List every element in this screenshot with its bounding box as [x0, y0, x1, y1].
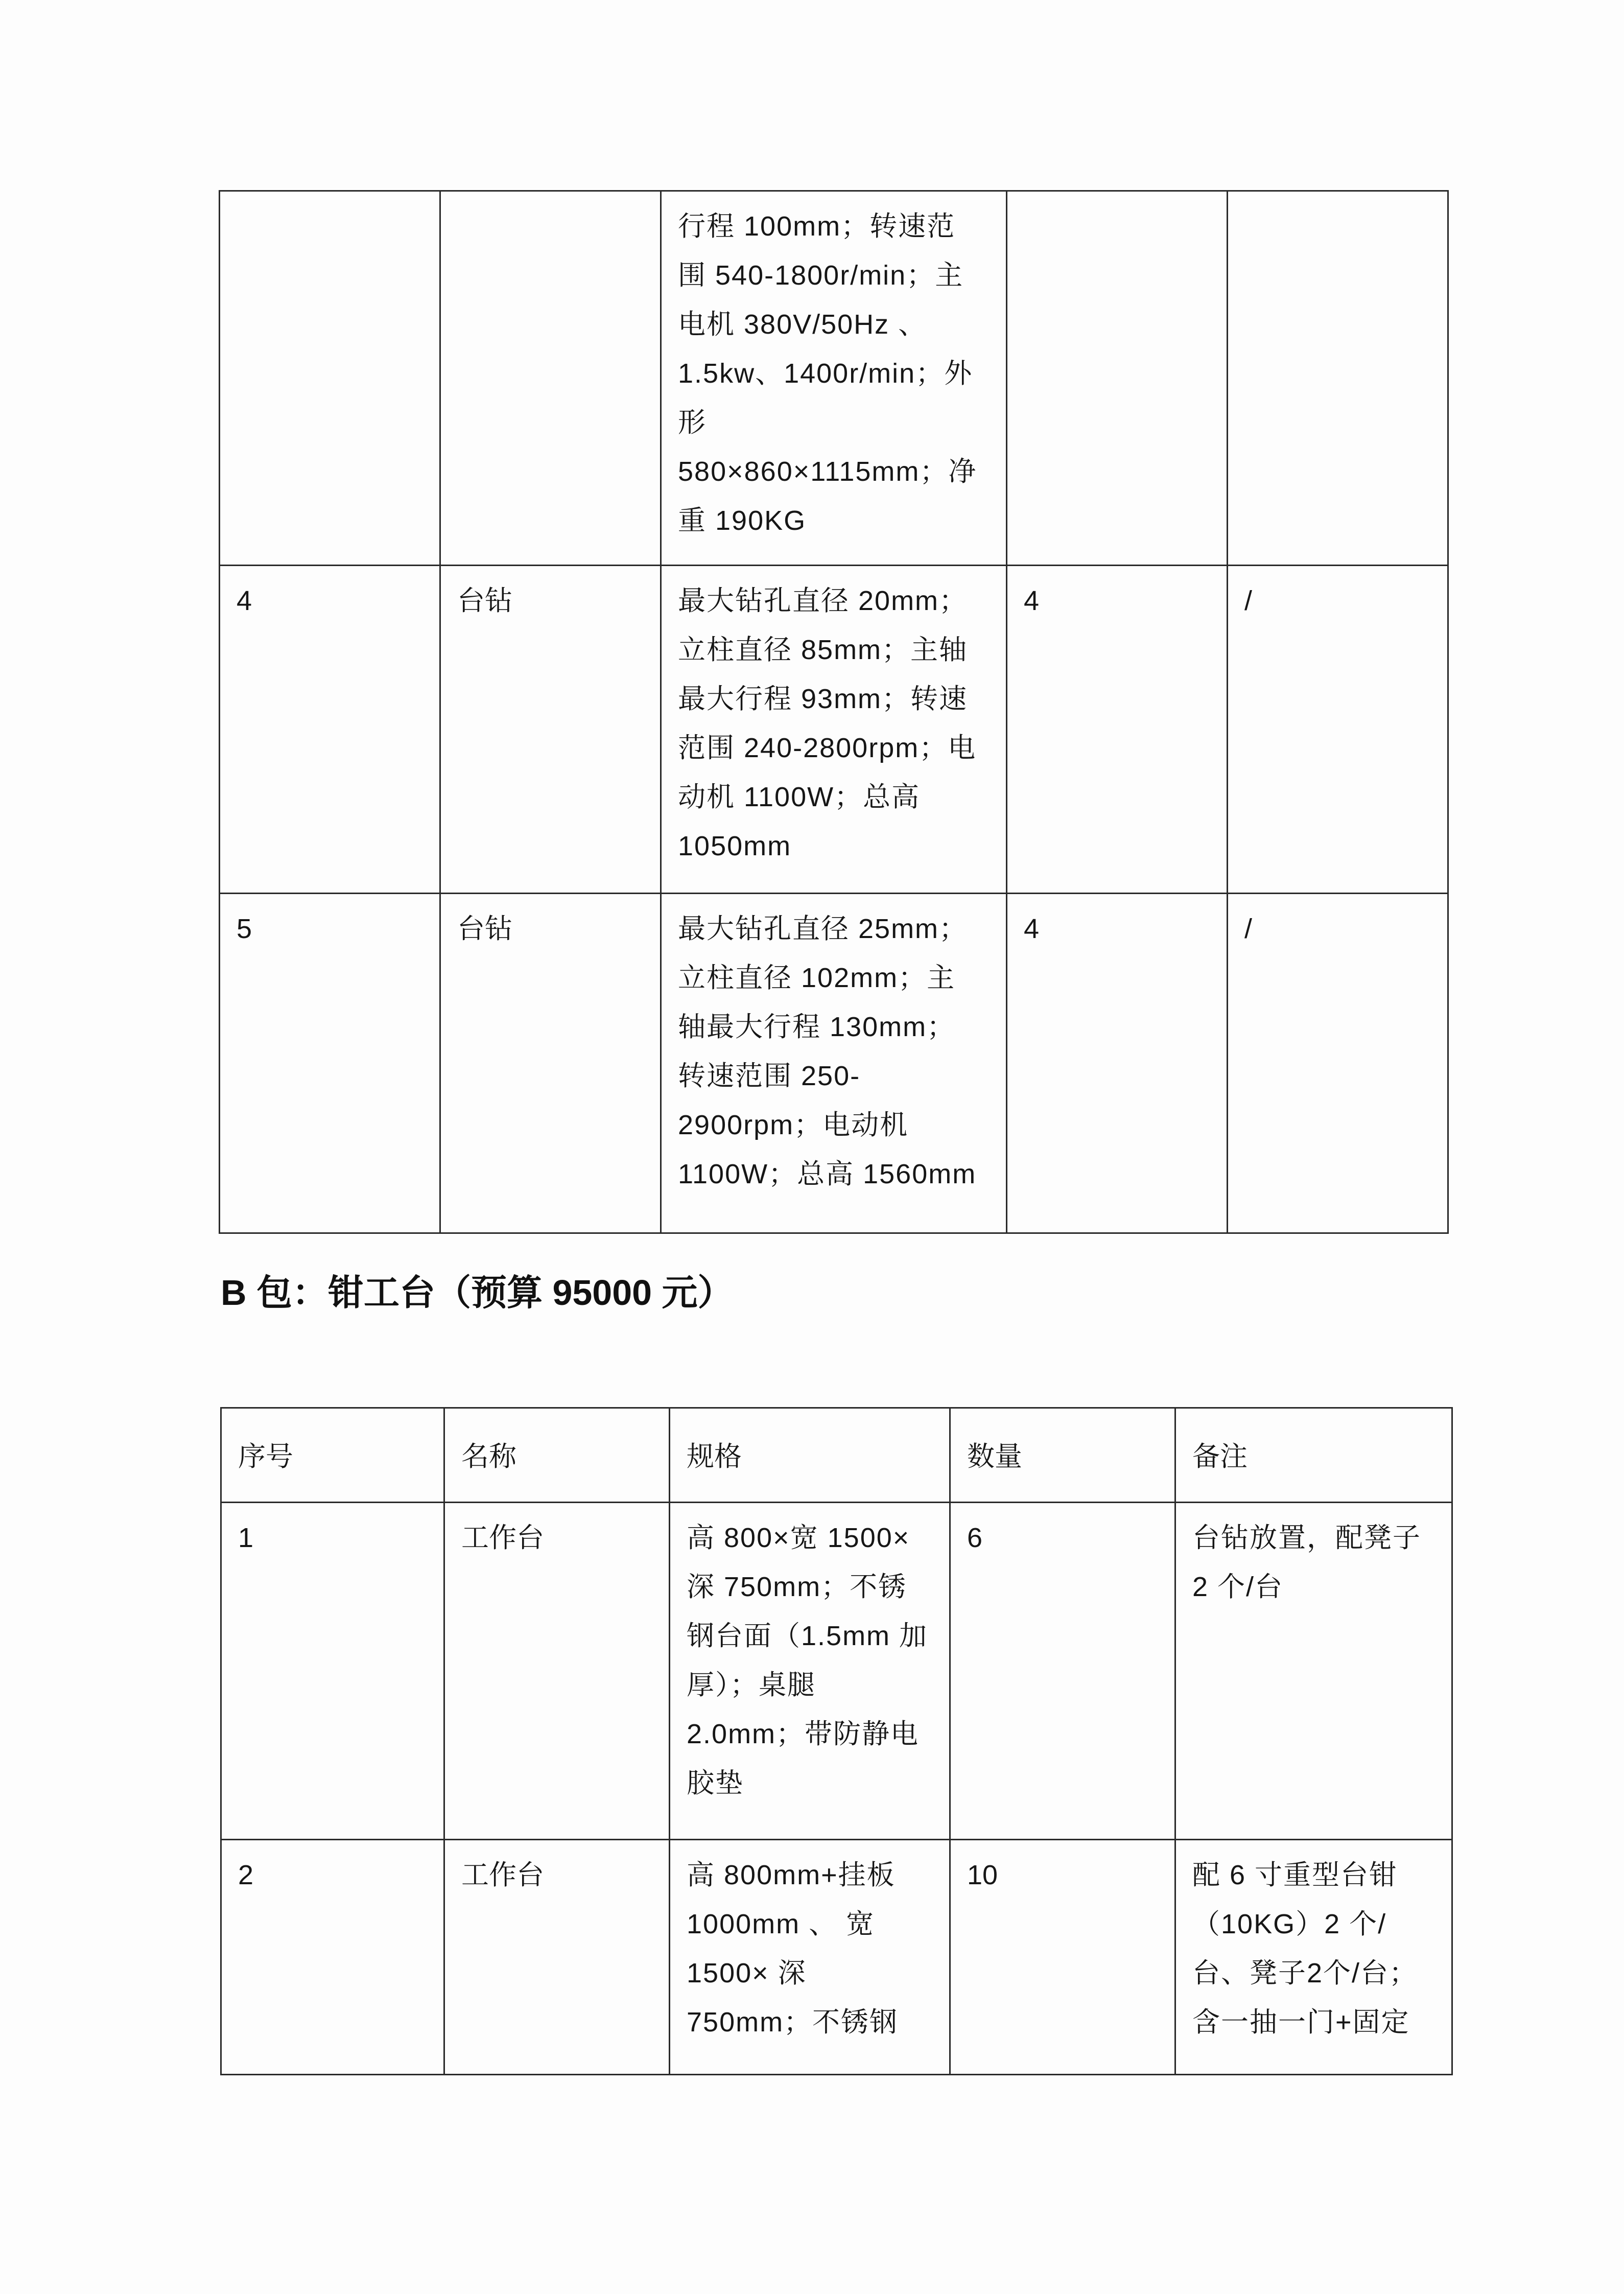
cell-no: [220, 191, 440, 566]
spec-line: 行程 100mm；转速范: [678, 211, 956, 242]
spec-line: 立柱直径 85mm；主轴: [678, 635, 968, 665]
spec-line: 厚）；桌腿: [687, 1670, 816, 1700]
spec-line: 钢台面（1.5mm 加: [687, 1621, 928, 1651]
note-line: 2 个/台: [1192, 1572, 1284, 1602]
spec-line: 580×860×1115mm；净: [678, 456, 977, 487]
cell-qty: 10: [950, 1840, 1175, 2075]
spec-line: 深 750mm；不锈: [687, 1572, 907, 1602]
header-spec: 规格: [670, 1408, 950, 1503]
cell-note: [1175, 1503, 1452, 1840]
cell-no: 2: [221, 1840, 444, 2075]
cell-note: [1175, 1840, 1452, 2075]
header-no: 序号: [221, 1408, 444, 1503]
cell-spec: [661, 894, 1007, 1233]
spec-line: 1500× 深: [687, 1958, 807, 1988]
table-row: [220, 191, 1448, 566]
cell-name: 工作台: [444, 1840, 670, 2075]
note-line: （10KG）2 个/: [1192, 1909, 1387, 1939]
cell-spec: [670, 1503, 950, 1840]
cell-no: 4: [220, 566, 440, 894]
cell-name: 台钻: [440, 894, 661, 1233]
equipment-table-b: [220, 1407, 1453, 2075]
cell-qty: 4: [1007, 566, 1228, 894]
table-row: [221, 1503, 1452, 1840]
spec-line: 1050mm: [678, 831, 792, 861]
section-b-heading: B 包：钳工台（预算 95000 元）: [221, 1273, 734, 1313]
note-line: 台钻放置，配凳子: [1192, 1523, 1421, 1553]
spec-line: 轴最大行程 130mm；: [678, 1012, 956, 1042]
header-qty: 数量: [950, 1408, 1175, 1503]
note-line: 配 6 寸重型台钳: [1192, 1860, 1398, 1890]
spec-line: 高 800×宽 1500×: [687, 1523, 910, 1553]
table-row: [220, 566, 1448, 894]
cell-no: 5: [220, 894, 440, 1233]
spec-line: 1.5kw、1400r/min；外: [678, 358, 973, 389]
cell-qty: [1007, 191, 1228, 566]
spec-line: 转速范围 250-: [678, 1061, 861, 1091]
note-line: 台、凳子2个/台；: [1192, 1958, 1418, 1988]
table-row: [220, 894, 1448, 1233]
cell-spec: [661, 191, 1007, 566]
cell-note: /: [1228, 894, 1448, 1233]
cell-spec: [661, 566, 1007, 894]
cell-name: 工作台: [444, 1503, 670, 1840]
spec-line: 最大钻孔直径 25mm；: [678, 914, 968, 944]
cell-note: [1228, 191, 1448, 566]
note-line: 含一抽一门+固定: [1192, 2007, 1410, 2038]
equipment-table-a: [219, 190, 1449, 1234]
spec-line: 2900rpm；电动机: [678, 1110, 909, 1140]
spec-line: 750mm；不锈钢: [687, 2007, 899, 2038]
spec-line: 立柱直径 102mm；主: [678, 963, 956, 993]
header-name: 名称: [444, 1408, 670, 1503]
spec-line: 电机 380V/50Hz 、: [678, 309, 927, 340]
spec-line: 重 190KG: [678, 505, 807, 536]
table-row: [221, 1840, 1452, 2075]
spec-line: 最大行程 93mm；转速: [678, 684, 968, 714]
table-header-row: [221, 1408, 1452, 1503]
spec-line: 围 540-1800r/min；主: [678, 260, 964, 291]
spec-line: 1100W；总高 1560mm: [678, 1159, 977, 1189]
cell-no: 1: [221, 1503, 444, 1840]
cell-name: 台钻: [440, 566, 661, 894]
cell-name: [440, 191, 661, 566]
header-note: 备注: [1175, 1408, 1452, 1503]
spec-line: 1000mm 、 宽: [687, 1909, 875, 1939]
spec-line: 动机 1100W；总高: [678, 782, 921, 812]
spec-line: 2.0mm；带防静电: [687, 1719, 920, 1749]
spec-line: 范围 240-2800rpm；电: [678, 733, 977, 763]
cell-spec: [670, 1840, 950, 2075]
cell-qty: 6: [950, 1503, 1175, 1840]
cell-qty: 4: [1007, 894, 1228, 1233]
spec-line: 最大钻孔直径 20mm；: [678, 586, 968, 616]
spec-line: 胶垫: [687, 1768, 744, 1798]
spec-line: 高 800mm+挂板: [687, 1860, 896, 1890]
cell-note: /: [1228, 566, 1448, 894]
spec-line: 形: [678, 407, 707, 438]
